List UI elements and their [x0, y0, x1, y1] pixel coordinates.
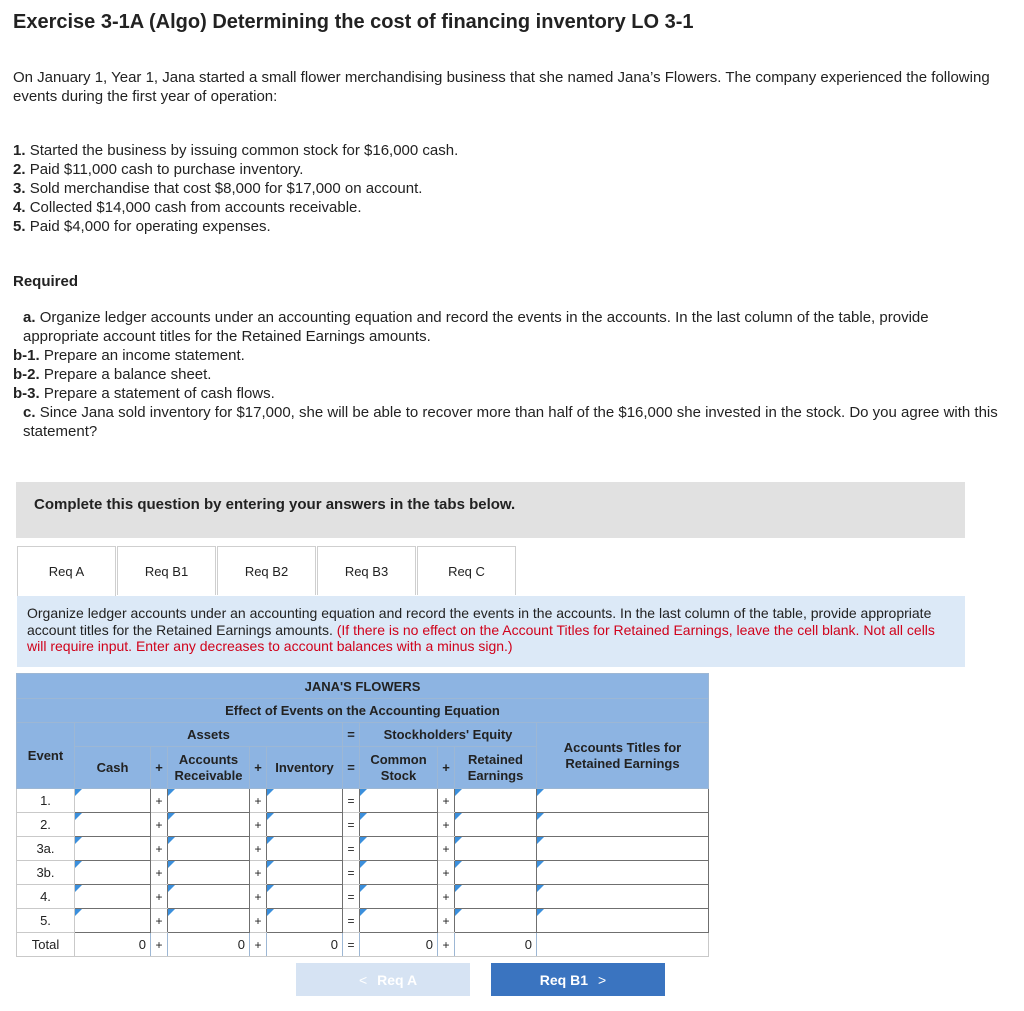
cash-input[interactable] [75, 837, 150, 860]
retained-earnings-input-cell[interactable] [455, 909, 537, 933]
cash-input-cell[interactable] [75, 789, 151, 813]
cash-input[interactable] [75, 789, 150, 812]
equals-sign: = [343, 861, 360, 885]
total-row [17, 933, 709, 957]
cash-input[interactable] [75, 813, 150, 836]
event-label: 1. [17, 789, 75, 813]
company-name: JANA'S FLOWERS [17, 674, 709, 699]
cash-input-cell[interactable] [75, 861, 151, 885]
account-titles-total-blank [537, 933, 709, 957]
plus-sign: + [151, 789, 168, 813]
inventory-total: 0 [267, 933, 343, 957]
inventory-input-cell[interactable] [267, 789, 343, 813]
list-item [13, 141, 458, 160]
intro-text: On January 1, Year 1, Jana started a small flower merchandising business that she named Jana’s Flowers. The company experienced the following events during the first year of operation: [13, 69, 990, 105]
cash-input-cell[interactable] [75, 885, 151, 909]
list-item [13, 217, 458, 236]
common-stock-header: Common Stock [360, 747, 438, 789]
account-title-select-cell[interactable] [537, 861, 709, 885]
inventory-input[interactable] [267, 813, 342, 836]
list-item [13, 198, 458, 217]
ar-input-cell[interactable] [168, 813, 250, 837]
cash-input-cell[interactable] [75, 837, 151, 861]
event-number: 5. [13, 218, 26, 235]
prev-button-label: Req A [377, 971, 418, 988]
plus-sign: + [250, 813, 267, 837]
ar-input-cell[interactable] [168, 837, 250, 861]
inventory-input[interactable] [267, 789, 342, 812]
table-row [17, 909, 709, 933]
table-row [17, 861, 709, 885]
accounts-receivable-header: Accounts Receivable [168, 747, 250, 789]
list-item [13, 179, 458, 198]
event-text: Started the business by issuing common stock for $16,000 cash. [29, 142, 459, 159]
common-stock-input-cell[interactable] [360, 789, 438, 813]
plus-sign: + [438, 885, 455, 909]
account-title-select[interactable] [537, 837, 708, 860]
tab-req-a[interactable]: Req A [17, 546, 116, 596]
common-stock-input-cell[interactable] [360, 861, 438, 885]
requirement-text: Organize ledger accounts under an accounting equation and record the events in the accounts. In the last column of the table, provide appropriate account titles for the Retained Earnings amounts. [23, 309, 929, 345]
event-number: 3. [13, 180, 26, 197]
ar-input-cell[interactable] [168, 909, 250, 933]
cash-total: 0 [75, 933, 151, 957]
retained-earnings-input-cell[interactable] [455, 861, 537, 885]
inventory-input-cell[interactable] [267, 837, 343, 861]
table-row [17, 837, 709, 861]
event-number: 4. [13, 199, 26, 216]
inventory-input[interactable] [267, 909, 342, 932]
cash-input[interactable] [75, 885, 150, 908]
requirement-text: Prepare an income statement. [43, 347, 245, 364]
account-title-select-cell[interactable] [537, 813, 709, 837]
event-label: 4. [17, 885, 75, 909]
tab-req-b2[interactable]: Req B2 [217, 546, 316, 595]
equals-sign: = [343, 837, 360, 861]
plus-sign: + [151, 747, 168, 789]
common-stock-input[interactable] [360, 909, 437, 932]
common-stock-input-cell[interactable] [360, 885, 438, 909]
plus-sign: + [151, 861, 168, 885]
equals-sign: = [343, 723, 360, 747]
list-item [13, 160, 458, 179]
equals-sign: = [343, 933, 360, 957]
next-button[interactable] [491, 963, 665, 996]
retained-earnings-input[interactable] [455, 885, 536, 908]
account-title-select[interactable] [537, 789, 708, 812]
ar-input-cell[interactable] [168, 861, 250, 885]
accounts-receivable-input[interactable] [168, 813, 249, 836]
plus-sign: + [151, 837, 168, 861]
tab-instructions [17, 596, 965, 667]
inventory-input[interactable] [267, 837, 342, 860]
next-button-label: Req B1 [539, 971, 589, 988]
plus-sign: + [151, 813, 168, 837]
plus-sign: + [250, 861, 267, 885]
requirement-text: Prepare a balance sheet. [43, 366, 212, 383]
inventory-input-cell[interactable] [267, 813, 343, 837]
inventory-input[interactable] [267, 885, 342, 908]
plus-sign: + [151, 909, 168, 933]
inventory-input-cell[interactable] [267, 861, 343, 885]
equals-sign: = [343, 789, 360, 813]
table-row [17, 789, 709, 813]
common-stock-input-cell[interactable] [360, 909, 438, 933]
cash-input-cell[interactable] [75, 909, 151, 933]
cash-input[interactable] [75, 909, 150, 932]
retained-earnings-header: Retained Earnings [455, 747, 537, 789]
requirement-number: a. [23, 309, 36, 326]
event-text: Paid $11,000 cash to purchase inventory. [29, 161, 304, 178]
requirements-list [13, 308, 1003, 441]
account-title-select[interactable] [537, 861, 708, 884]
plus-sign: + [250, 837, 267, 861]
plus-sign: + [438, 861, 455, 885]
accounts-receivable-input[interactable] [168, 861, 249, 884]
requirement-text: Since Jana sold inventory for $17,000, she will be able to recover more than half of the $16,000 she invested in the stock. Do you agree with this statement? [23, 404, 998, 440]
account-title-select[interactable] [537, 885, 708, 908]
equity-header: Stockholders' Equity [360, 723, 537, 747]
event-label: 3b. [17, 861, 75, 885]
table-subtitle: Effect of Events on the Accounting Equation [17, 699, 709, 723]
account-title-select[interactable] [537, 813, 708, 836]
tab-req-b1[interactable]: Req B1 [117, 546, 216, 595]
list-item [13, 384, 1003, 403]
cash-header: Cash [75, 747, 151, 789]
plus-sign: + [151, 885, 168, 909]
common-stock-input[interactable] [360, 861, 437, 884]
inventory-input-cell[interactable] [267, 885, 343, 909]
common-stock-input[interactable] [360, 885, 437, 908]
account-title-select-cell[interactable] [537, 885, 709, 909]
plus-sign: + [250, 885, 267, 909]
common-stock-total: 0 [360, 933, 438, 957]
requirement-number: b-1. [13, 347, 40, 364]
inventory-header: Inventory [267, 747, 343, 789]
instruction-text: Organize ledger accounts under an accounting equation and record the events in the accounts. In the last column of the table, provide appropriate account titles for the Retained Earnings amounts. [27, 605, 932, 638]
retained-earnings-input[interactable] [455, 813, 536, 836]
plus-sign: + [151, 933, 168, 957]
list-item [13, 365, 1003, 384]
table-row [17, 813, 709, 837]
requirement-number: c. [23, 404, 36, 421]
accounts-receivable-input[interactable] [168, 837, 249, 860]
chevron-right-icon: > [598, 971, 607, 988]
equals-sign: = [343, 747, 360, 789]
list-item [13, 308, 1003, 346]
event-label: 2. [17, 813, 75, 837]
common-stock-input-cell[interactable] [360, 813, 438, 837]
accounts-receivable-total: 0 [168, 933, 250, 957]
tab-bar [17, 546, 517, 596]
equals-sign: = [343, 813, 360, 837]
plus-sign: + [438, 789, 455, 813]
plus-sign: + [438, 747, 455, 789]
event-text: Sold merchandise that cost $8,000 for $17,000 on account. [29, 180, 423, 197]
table-row [17, 885, 709, 909]
requirement-text: Prepare a statement of cash flows. [43, 385, 275, 402]
inventory-input[interactable] [267, 861, 342, 884]
plus-sign: + [438, 837, 455, 861]
event-label: 5. [17, 909, 75, 933]
ar-input-cell[interactable] [168, 885, 250, 909]
retained-earnings-input[interactable] [455, 789, 536, 812]
instructions-banner: Complete this question by entering your answers in the tabs below. [16, 482, 965, 538]
event-text: Paid $4,000 for operating expenses. [29, 218, 271, 235]
event-header: Event [17, 723, 75, 789]
requirement-number: b-2. [13, 366, 40, 383]
total-label: Total [17, 933, 75, 957]
plus-sign: + [438, 909, 455, 933]
retained-earnings-input[interactable] [455, 909, 536, 932]
cash-input[interactable] [75, 861, 150, 884]
accounts-receivable-input[interactable] [168, 909, 249, 932]
chevron-left-icon: < [358, 971, 368, 988]
account-titles-header: Accounts Titles for Retained Earnings [537, 723, 709, 789]
tab-req-c[interactable]: Req C [417, 546, 516, 595]
instruction-note: (If there is no effect on the Account Titles for Retained Earnings, leave the cell blank. Not all cells will require input. Enter any decreases to account balances with a minus sign.) [27, 621, 935, 654]
event-number: 2. [13, 161, 26, 178]
account-title-select-cell[interactable] [537, 789, 709, 813]
event-text: Collected $14,000 cash from accounts receivable. [29, 199, 362, 216]
plus-sign: + [250, 747, 267, 789]
retained-earnings-input-cell[interactable] [455, 885, 537, 909]
accounting-equation-table [16, 673, 709, 957]
common-stock-input[interactable] [360, 813, 437, 836]
common-stock-input-cell[interactable] [360, 837, 438, 861]
accounts-receivable-input[interactable] [168, 789, 249, 812]
plus-sign: + [250, 789, 267, 813]
event-label: 3a. [17, 837, 75, 861]
retained-earnings-input[interactable] [455, 861, 536, 884]
ar-input-cell[interactable] [168, 789, 250, 813]
equals-sign: = [343, 885, 360, 909]
required-heading: Required [13, 273, 79, 290]
event-list [13, 141, 458, 236]
common-stock-input[interactable] [360, 837, 437, 860]
retained-earnings-input-cell[interactable] [455, 837, 537, 861]
account-title-select-cell[interactable] [537, 909, 709, 933]
retained-earnings-total: 0 [455, 933, 537, 957]
retained-earnings-input-cell[interactable] [455, 789, 537, 813]
page-title: Exercise 3-1A (Algo) Determining the cost of financing inventory LO 3-1 [13, 11, 694, 33]
event-number: 1. [13, 142, 26, 159]
retained-earnings-input-cell[interactable] [455, 813, 537, 837]
accounts-receivable-input[interactable] [168, 885, 249, 908]
plus-sign: + [438, 813, 455, 837]
account-title-select[interactable] [537, 909, 708, 932]
list-item [13, 403, 1003, 441]
common-stock-input[interactable] [360, 789, 437, 812]
requirement-number: b-3. [13, 385, 40, 402]
assets-header: Assets [75, 723, 343, 747]
tab-req-b3[interactable]: Req B3 [317, 546, 416, 595]
cash-input-cell[interactable] [75, 813, 151, 837]
account-title-select-cell[interactable] [537, 837, 709, 861]
inventory-input-cell[interactable] [267, 909, 343, 933]
list-item [13, 346, 1003, 365]
plus-sign: + [250, 933, 267, 957]
retained-earnings-input[interactable] [455, 837, 536, 860]
plus-sign: + [250, 909, 267, 933]
equals-sign: = [343, 909, 360, 933]
plus-sign: + [438, 933, 455, 957]
prev-button[interactable] [296, 963, 470, 996]
